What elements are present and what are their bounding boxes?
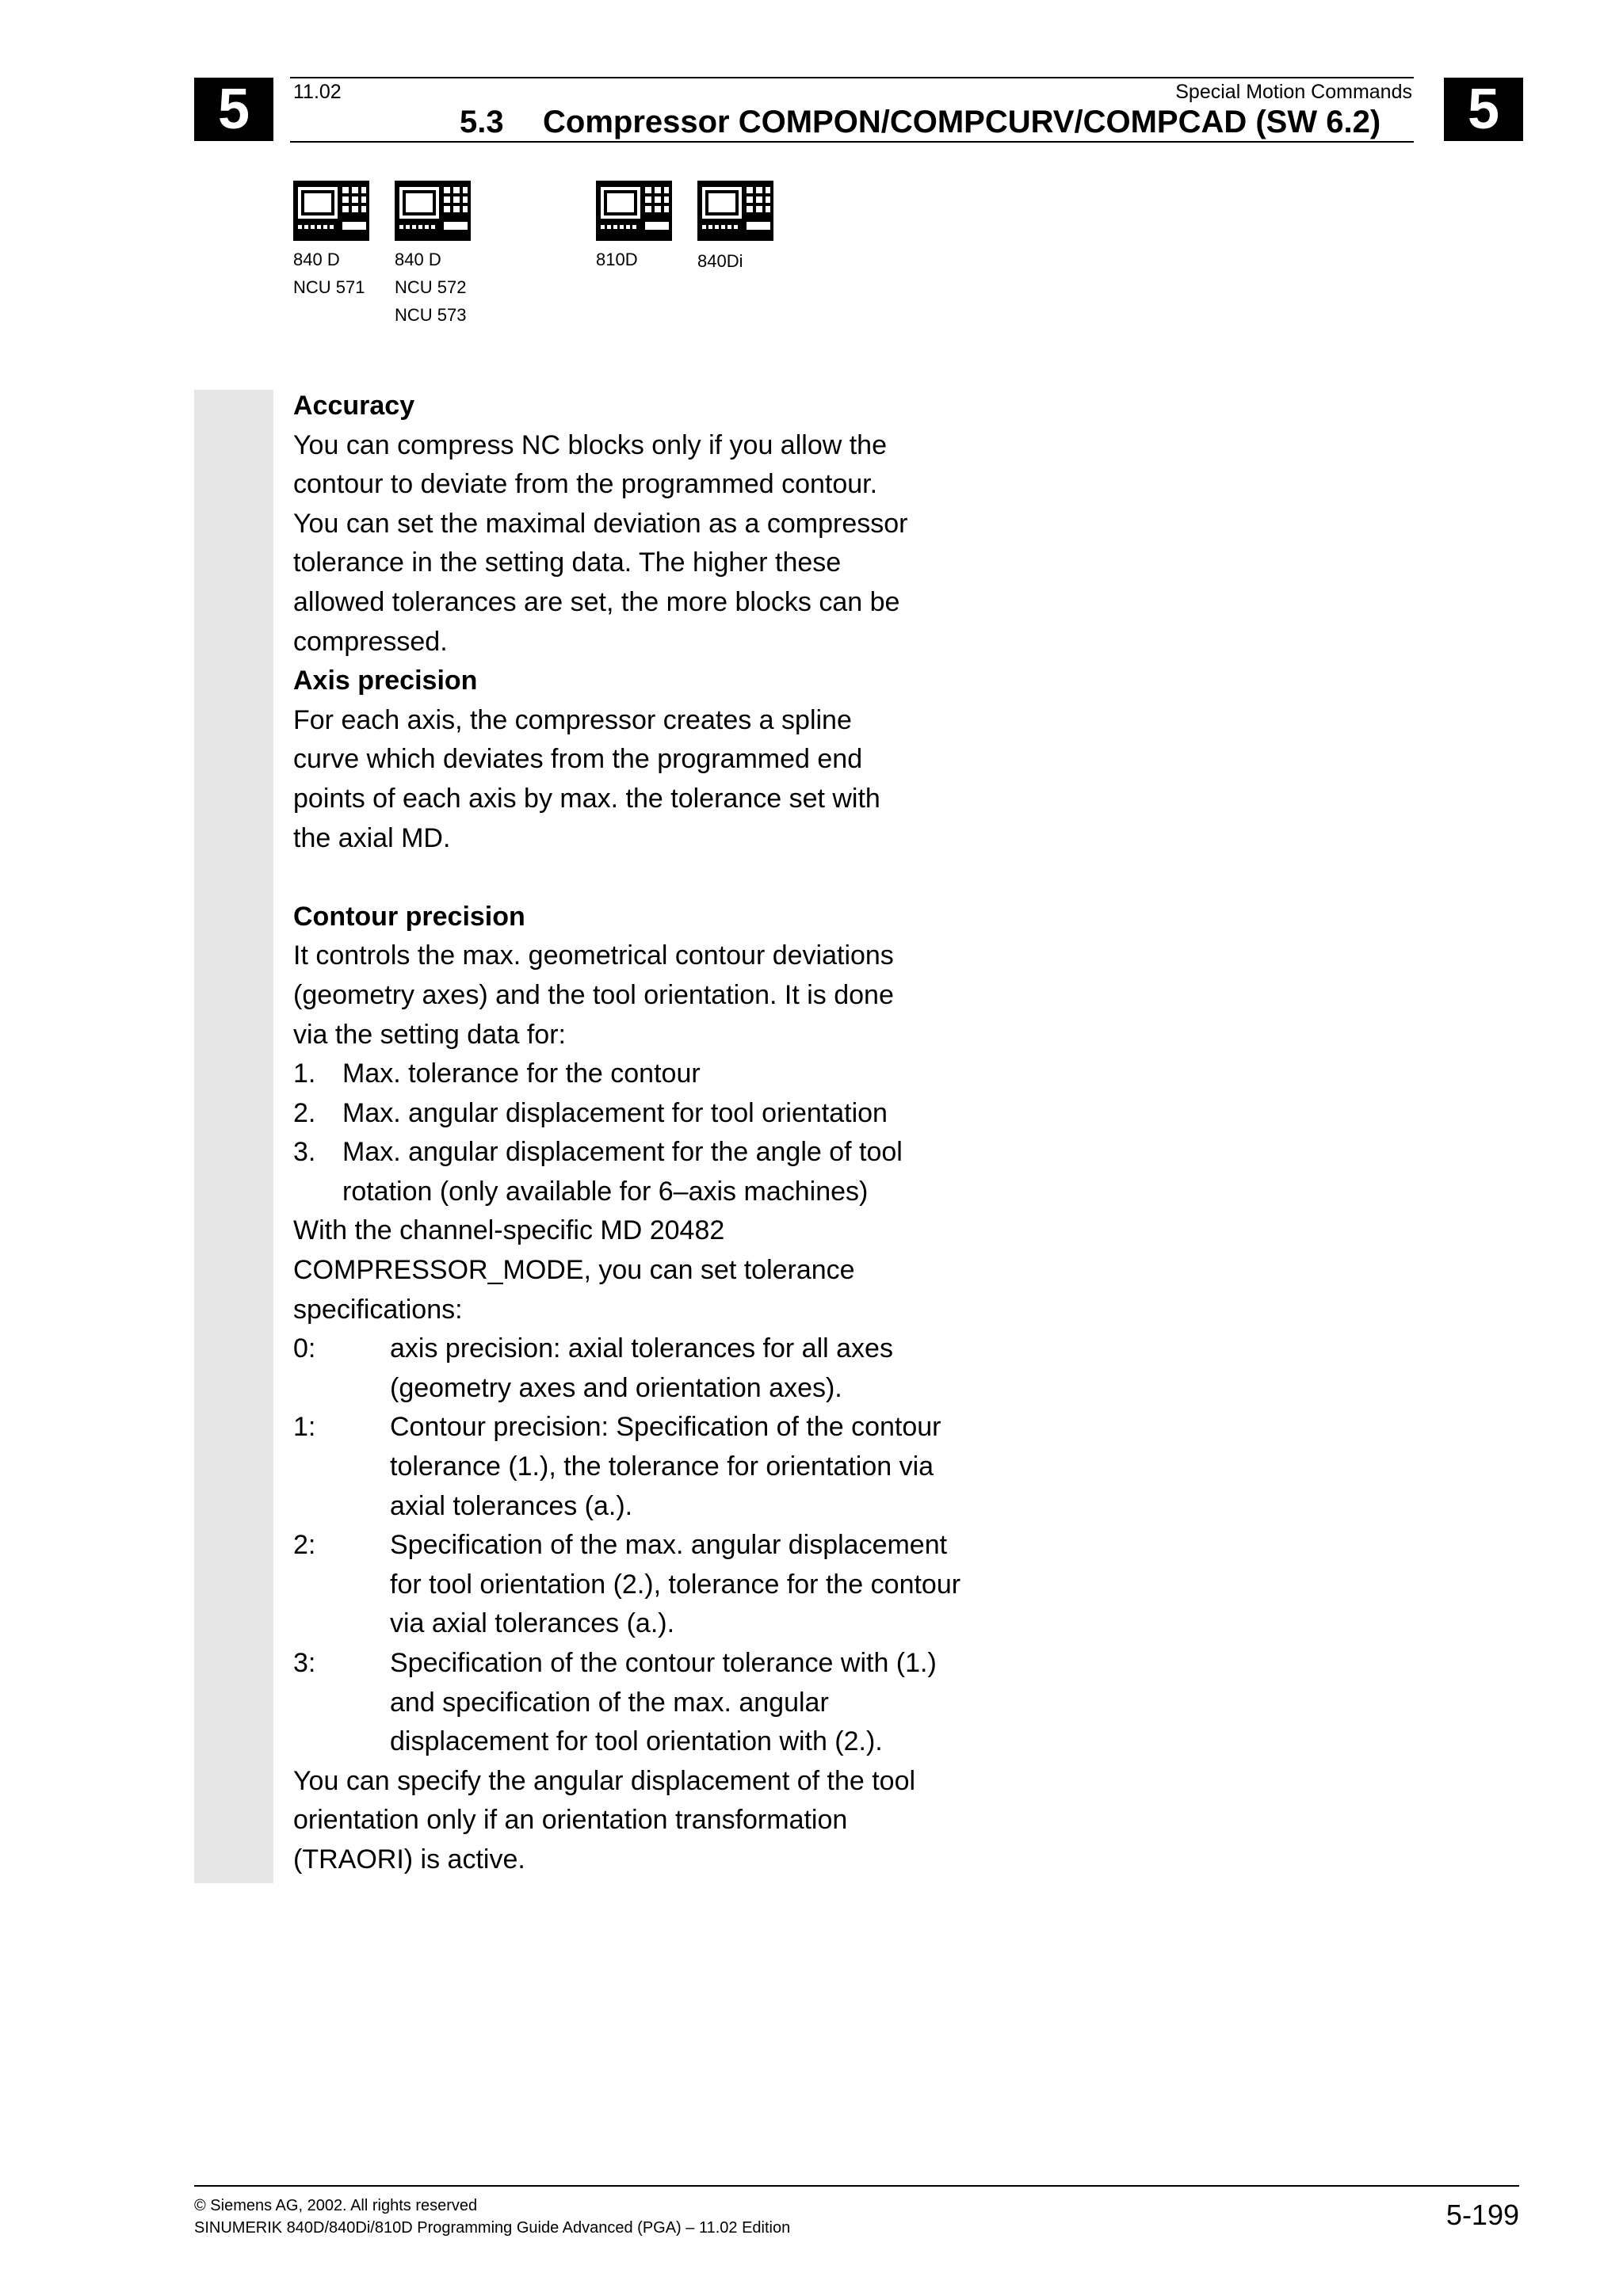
header-date: 11.02 — [293, 81, 342, 103]
control-panel-icon — [395, 181, 471, 241]
footer-copyright: © Siemens AG, 2002. All rights reserved — [194, 2197, 478, 2214]
control-label-line: NCU 572 — [395, 277, 467, 297]
paragraph-line: contour to deviate from the programmed contour. — [293, 469, 878, 500]
control-label-line: 840Di — [697, 251, 743, 271]
mode-number: 0: — [293, 1333, 316, 1364]
list-item — [293, 1094, 991, 1134]
paragraph-line: compressed. — [293, 626, 448, 657]
list-item-text: Specification of the contour tolerance with (1.) — [390, 1648, 937, 1678]
mode-number: 1: — [293, 1412, 316, 1443]
mode-number: 3: — [293, 1648, 316, 1678]
paragraph-line: COMPRESSOR_MODE, you can set tolerance — [293, 1255, 855, 1286]
control-panel-icon — [596, 181, 672, 241]
list-item-number: 1. — [293, 1058, 316, 1089]
footer-document-title: SINUMERIK 840D/840Di/810D Programming Guide Advanced (PGA) – 11.02 Edition — [194, 2219, 791, 2237]
control-840d-ncu572-573 — [395, 181, 471, 329]
control-panel-icon — [697, 181, 773, 241]
list-item — [293, 1526, 991, 1644]
control-label-line: 840 D — [395, 250, 441, 269]
list-item-number: 3. — [293, 1137, 316, 1168]
header-rule-top — [290, 77, 1414, 78]
paragraph-line: You can compress NC blocks only if you allow the — [293, 429, 887, 460]
axis-precision-heading: Axis precision — [293, 666, 478, 696]
list-item-text: and specification of the max. angular — [390, 1687, 829, 1718]
paragraph-line: You can specify the angular displacement of the tool — [293, 1765, 916, 1796]
page-number: 5-199 — [1445, 2199, 1519, 2231]
section-heading — [460, 105, 1381, 140]
chapter-tab-right: 5 — [1444, 78, 1523, 141]
section-title: Compressor COMPON/COMPCURV/COMPCAD (SW 6.2) — [543, 105, 1381, 139]
list-item — [293, 1133, 991, 1211]
body-text — [293, 387, 991, 1880]
list-item-text: (geometry axes and orientation axes). — [390, 1372, 842, 1403]
header-chapter-title: Special Motion Commands — [1175, 81, 1412, 103]
paragraph-line: points of each axis by max. the tolerance set with — [293, 783, 880, 814]
accuracy-heading: Accuracy — [293, 391, 415, 421]
control-label-line: 810D — [596, 250, 638, 269]
paragraph-line: orientation only if an orientation transformation — [293, 1805, 848, 1836]
list-item-text: Contour precision: Specification of the contour — [390, 1412, 941, 1443]
paragraph-line: It controls the max. geometrical contour deviations — [293, 940, 894, 971]
control-panel-icon — [293, 181, 369, 241]
list-item-text: rotation (only available for 6–axis machines) — [342, 1176, 869, 1207]
list-item — [293, 1329, 991, 1408]
paragraph-line: With the channel-specific MD 20482 — [293, 1215, 725, 1246]
chapter-tab-left: 5 — [194, 78, 273, 141]
list-item-text: Max. angular displacement for tool orientation — [342, 1097, 888, 1128]
list-item-text: Max. tolerance for the contour — [342, 1058, 701, 1089]
paragraph-line: the axial MD. — [293, 822, 451, 853]
list-item-text: displacement for tool orientation with (2.). — [390, 1726, 883, 1757]
setting-data-list — [293, 1055, 991, 1211]
paragraph-line: via the setting data for: — [293, 1019, 566, 1050]
list-item-text: tolerance (1.), the tolerance for orientation via — [390, 1451, 934, 1482]
compressor-mode-list — [293, 1329, 991, 1762]
control-840d-ncu571 — [293, 181, 369, 301]
section-number: 5.3 — [460, 105, 504, 139]
list-item — [293, 1055, 991, 1094]
list-item-text: Specification of the max. angular displacement — [390, 1530, 948, 1561]
control-label-line: NCU 571 — [293, 277, 365, 297]
margin-bar — [194, 390, 273, 1883]
list-item-text: Max. angular displacement for the angle of tool — [342, 1137, 903, 1168]
paragraph-line: specifications: — [293, 1294, 463, 1325]
control-label-line: NCU 573 — [395, 305, 467, 325]
contour-precision-heading: Contour precision — [293, 901, 525, 932]
paragraph-line: curve which deviates from the programmed end — [293, 744, 863, 775]
paragraph-line: For each axis, the compressor creates a spline — [293, 704, 852, 735]
control-label-line: 840 D — [293, 250, 340, 269]
list-item-text: for tool orientation (2.), tolerance for the contour — [390, 1569, 961, 1600]
list-item-text: axis precision: axial tolerances for all axes — [390, 1333, 893, 1364]
list-item-number: 2. — [293, 1097, 316, 1128]
mode-number: 2: — [293, 1530, 316, 1561]
header-rule-bottom — [290, 141, 1414, 143]
paragraph-line: (TRAORI) is active. — [293, 1844, 525, 1875]
list-item-text: axial tolerances (a.). — [390, 1490, 633, 1521]
control-810d — [596, 181, 672, 273]
footer-rule — [194, 2185, 1519, 2187]
paragraph-line: tolerance in the setting data. The higher these — [293, 547, 842, 578]
list-item — [293, 1644, 991, 1762]
paragraph-line: (geometry axes) and the tool orientation. It is done — [293, 979, 894, 1010]
paragraph-line: You can set the maximal deviation as a compressor — [293, 508, 908, 539]
list-item-text: via axial tolerances (a.). — [390, 1608, 675, 1639]
paragraph-line: allowed tolerances are set, the more blocks can be — [293, 586, 900, 617]
control-840di — [697, 181, 773, 275]
list-item — [293, 1408, 991, 1526]
